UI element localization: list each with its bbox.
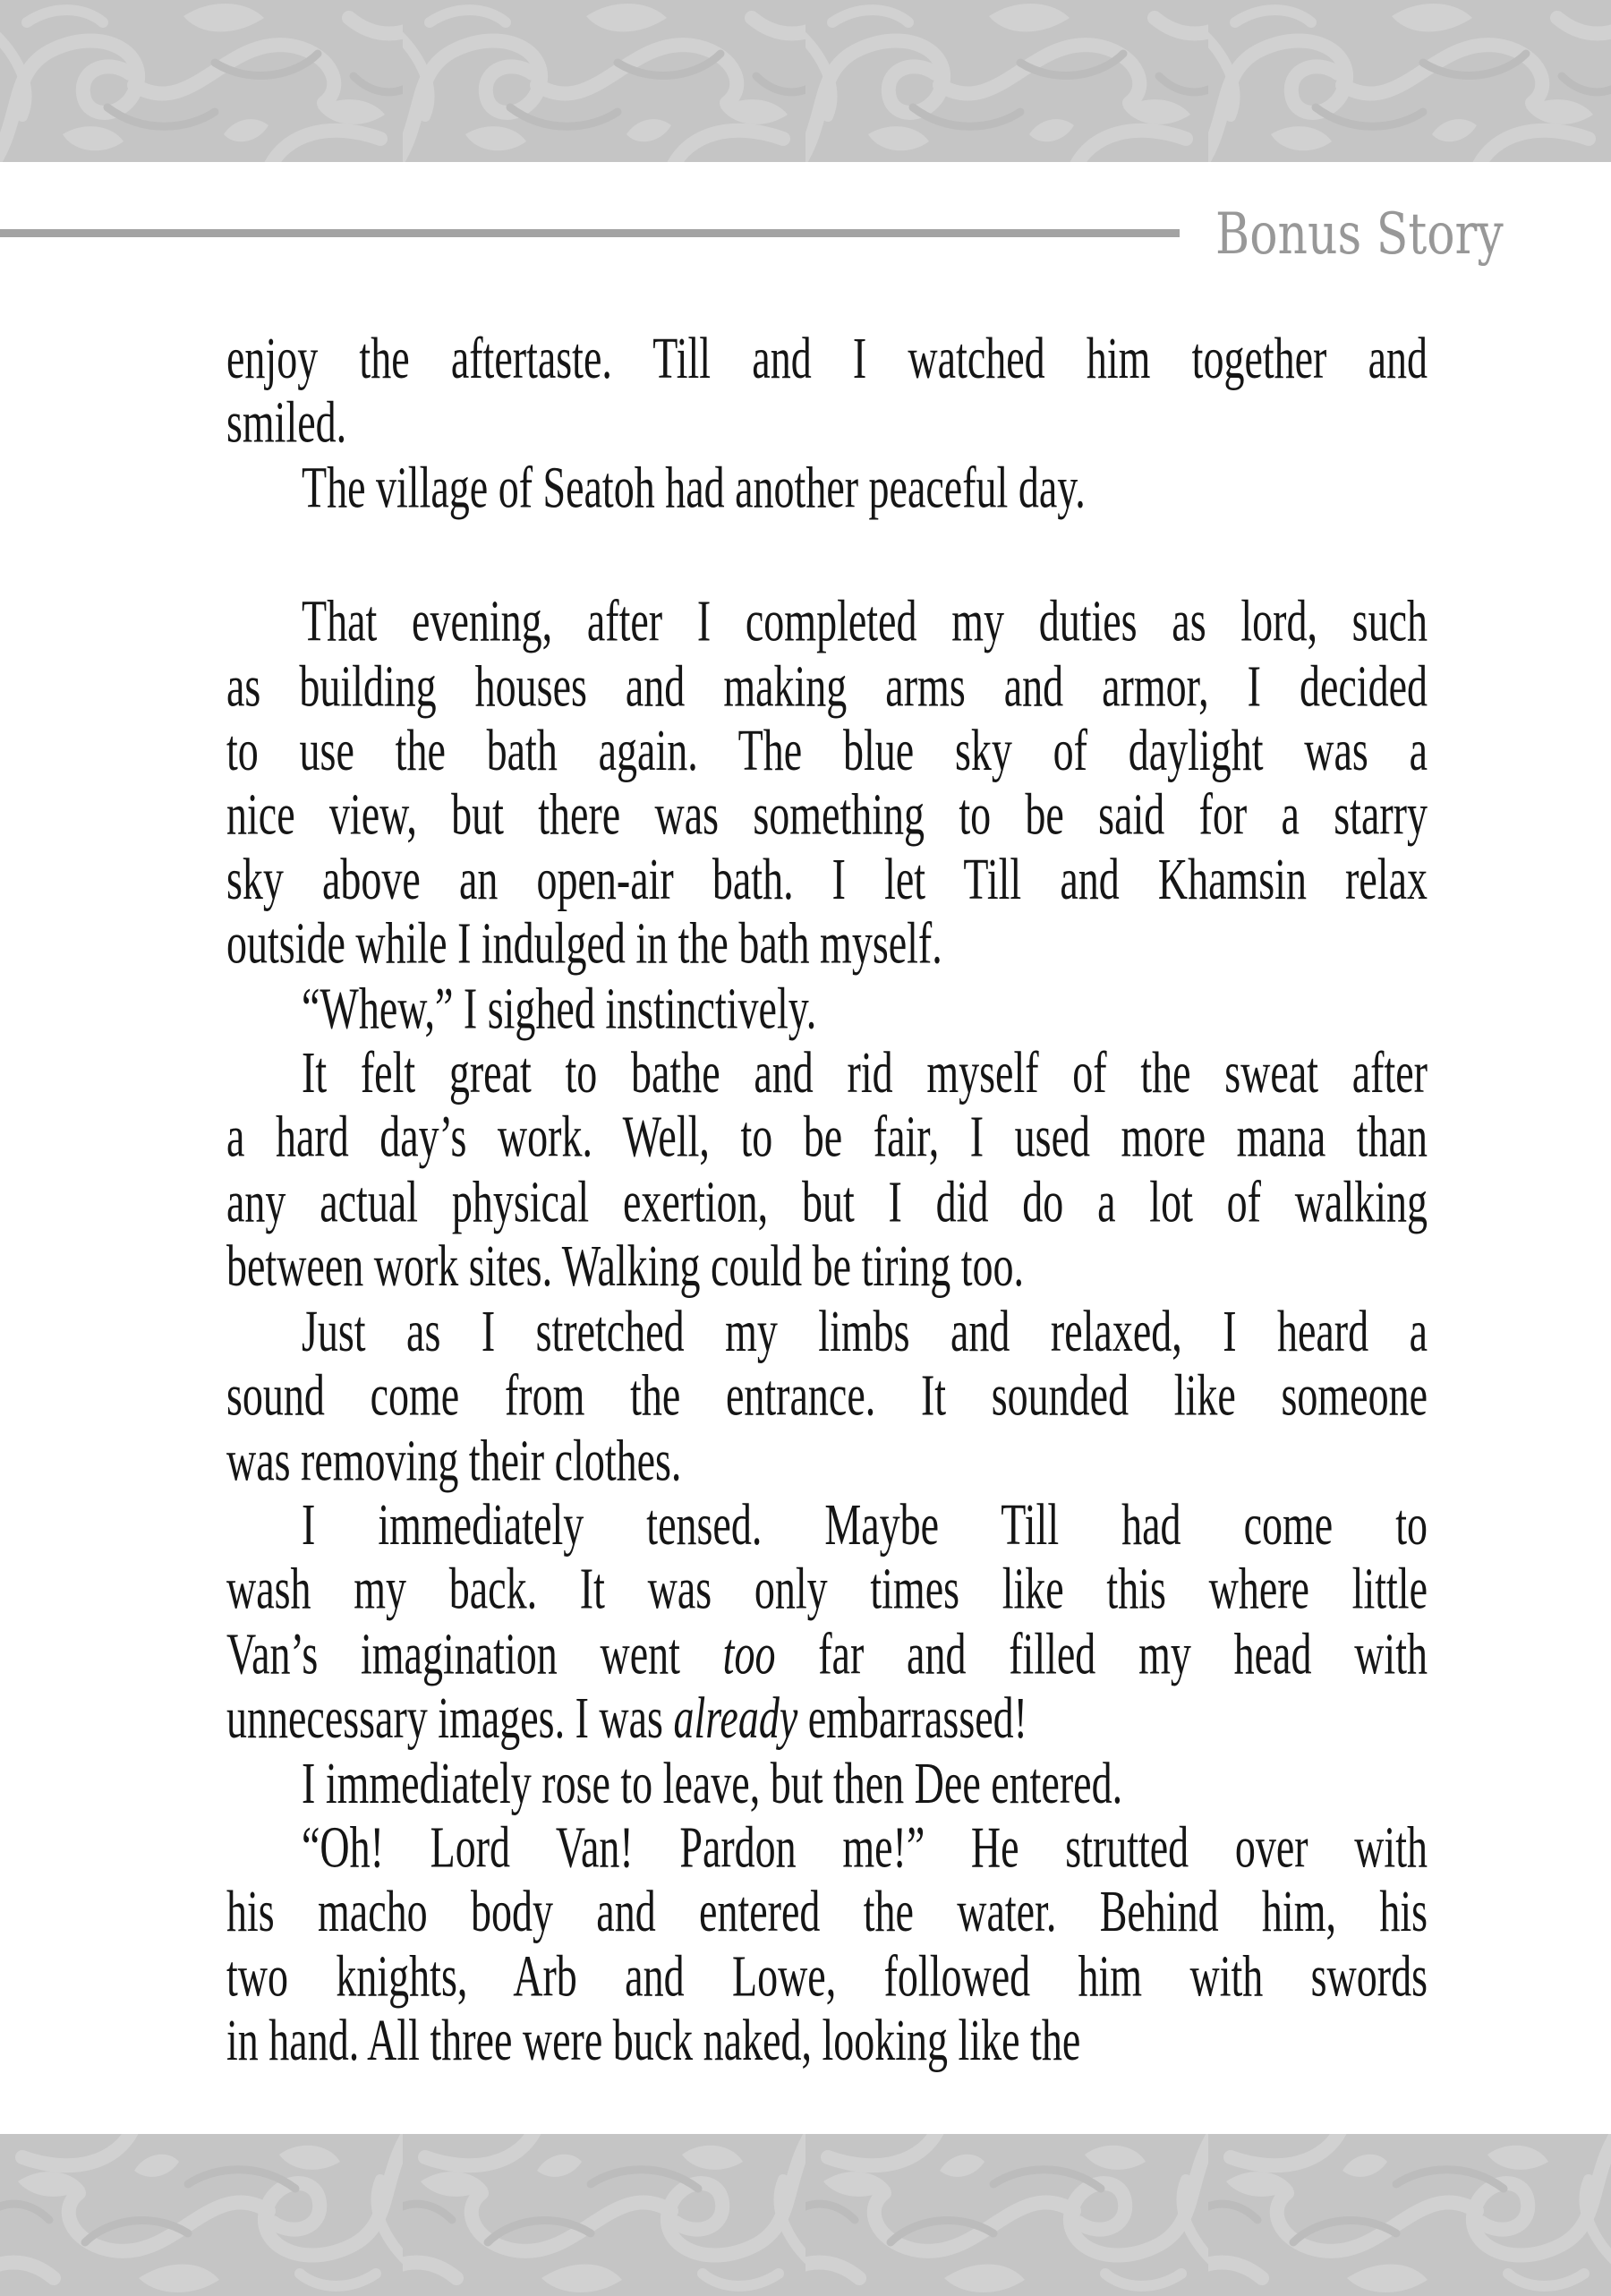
text-line: enjoy the aftertaste. Till and I watched him together and: [226, 325, 1428, 391]
text-line: in hand. All three were buck naked, looking like the: [226, 2007, 1081, 2073]
text-segment: Van’s imagination went: [226, 1620, 723, 1686]
decorative-band-top: [0, 0, 1611, 162]
text-line: That evening, after I completed my duties as lord, such: [302, 588, 1428, 653]
text-segment: unnecessary images. I was: [226, 1685, 674, 1751]
text-line: I immediately rose to leave, but then Dee entered.: [302, 1749, 1123, 1815]
text-line: wash my back. It was only times like this where little: [226, 1556, 1428, 1622]
text-segment: embarrassed!: [797, 1685, 1027, 1751]
text-line: his macho body and entered the water. Behind him, his: [226, 1878, 1428, 1944]
text-line: as building houses and making arms and armor, I decided: [226, 653, 1428, 719]
damask-pattern: [0, 2134, 1611, 2296]
italic-text: already: [673, 1685, 798, 1751]
text-line: The village of Seatoh had another peaceful day.: [302, 454, 1086, 520]
body-text: [226, 327, 1428, 2073]
text-line: sound come from the entrance. It sounded like someone: [226, 1362, 1428, 1428]
text-segment: far and filled my head with: [775, 1620, 1428, 1686]
text-line: “Whew,” I sighed instinctively.: [302, 975, 817, 1041]
text-line: “Oh! Lord Van! Pardon me!” He strutted over with: [302, 1814, 1428, 1880]
decorative-band-bottom: [0, 2134, 1611, 2296]
text-line: I immediately tensed. Maybe Till had come to: [302, 1491, 1428, 1558]
text-line: [226, 1686, 1428, 1751]
text-line: between work sites. Walking could be tiring too.: [226, 1233, 1025, 1299]
text-line: It felt great to bathe and rid myself of the sweat after: [302, 1039, 1428, 1105]
text-line: two knights, Arb and Lowe, followed him with swords: [226, 1942, 1428, 2009]
text-line: smiled.: [226, 389, 347, 456]
text-line: to use the bath again. The blue sky of daylight was a: [226, 717, 1428, 783]
text-line: outside while I indulged in the bath myself.: [226, 910, 942, 977]
text-line: [226, 1622, 1428, 1686]
header-title: Bonus Story: [1215, 201, 1504, 268]
text-line: Just as I stretched my limbs and relaxed, I heard a: [302, 1297, 1428, 1363]
paragraph-gap: [226, 520, 1428, 589]
damask-pattern: [0, 0, 1611, 162]
text-line: sky above an open-air bath. I let Till and Khamsin relax: [226, 846, 1428, 912]
italic-text: too: [722, 1620, 776, 1686]
text-line: any actual physical exertion, but I did do a lot of walking: [226, 1168, 1428, 1234]
text-line: was removing their clothes.: [226, 1427, 682, 1493]
text-line: nice view, but there was something to be said for a starry: [226, 781, 1428, 848]
text-line: a hard day’s work. Well, to be fair, I used more mana than: [226, 1104, 1428, 1170]
header-rule: [0, 229, 1180, 237]
